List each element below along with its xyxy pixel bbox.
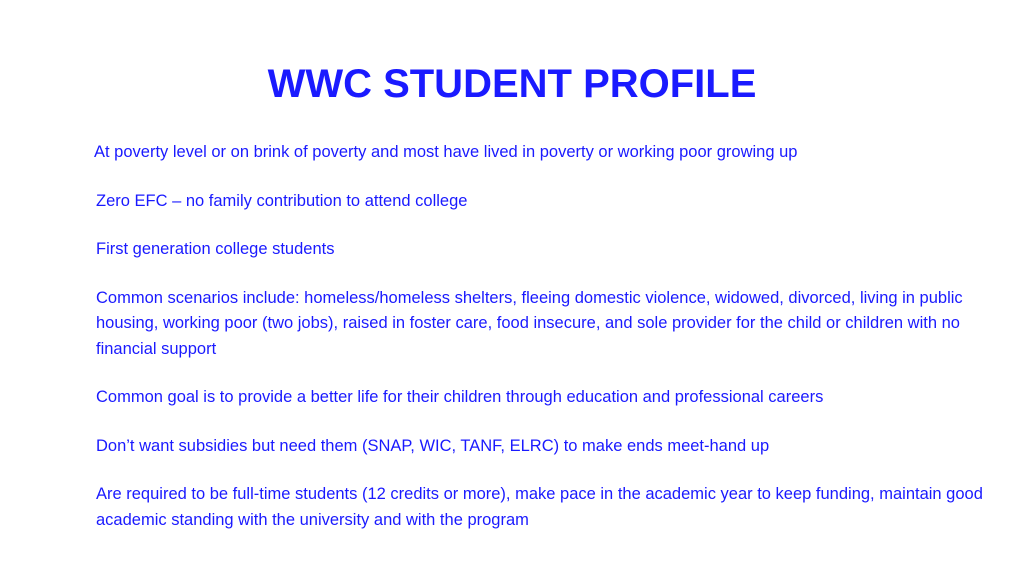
bullet-item-subsidies: Don’t want subsidies but need them (SNAP, WIC, TANF, ELRC) to make ends meet-hand up — [96, 436, 770, 455]
bullet-item-first-generation: First generation college students — [96, 240, 335, 258]
bullet-item-zero-efc: Zero EFC – no family contribution to attend college — [96, 191, 468, 210]
bullet-list — [96, 140, 986, 556]
bullet-item-poverty-level: At poverty level or on brink of poverty and most have lived in poverty or working poor growing up — [94, 143, 798, 161]
bullet-item-common-goal: Common goal is to provide a better life for their children through education and professional careers — [96, 388, 824, 406]
bullet-item-requirements: Are required to be full-time students (12 credits or more), make pace in the academic year to keep funding, maintain good academic standing with the university and with the program — [96, 485, 983, 529]
slide-title: WWC STUDENT PROFILE — [267, 62, 757, 106]
bullet-item-common-scenarios: Common scenarios include: homeless/homeless shelters, fleeing domestic violence, widowed, divorced, living in public housing, working poor (two jobs), raised in foster care, food insecure, and sole provider for the child or children with no financial support — [96, 288, 963, 358]
